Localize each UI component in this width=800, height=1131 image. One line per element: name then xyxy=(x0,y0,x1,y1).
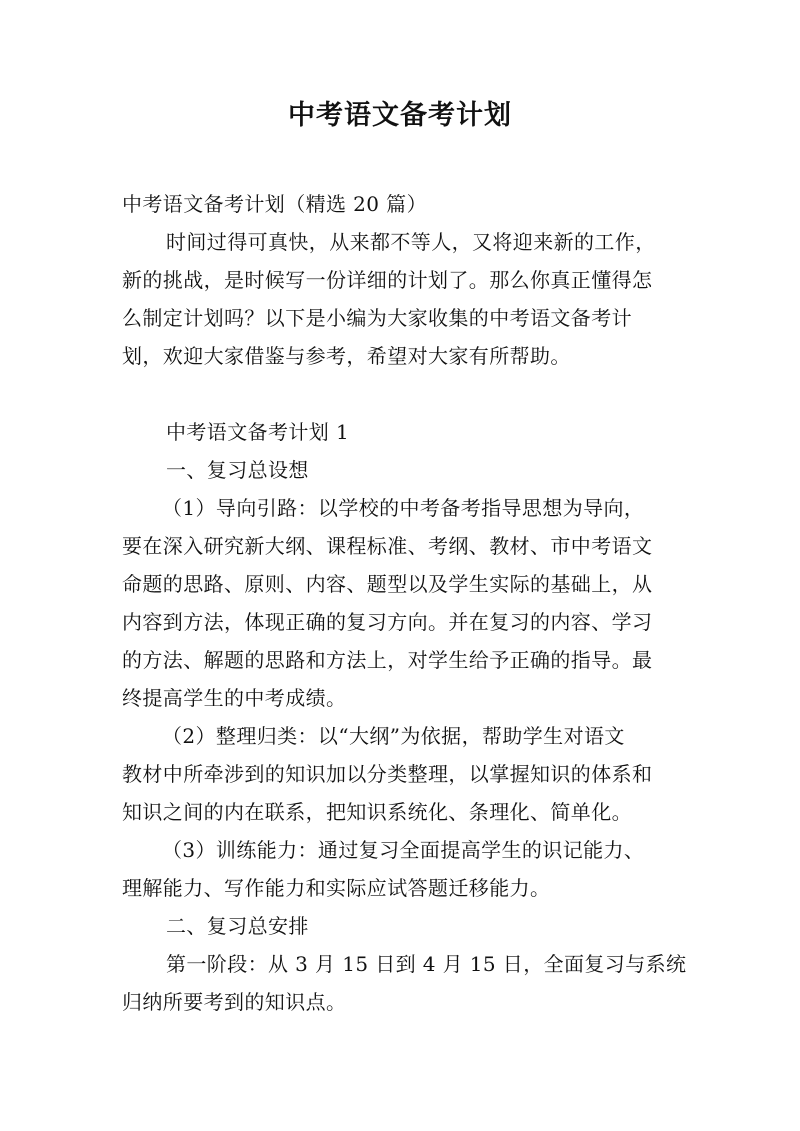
intro-line: 新的挑战，是时候写一份详细的计划了。那么你真正懂得怎 xyxy=(122,268,653,292)
item1-line: 内容到方法，体现正确的复习方向。并在复习的内容、学习 xyxy=(122,610,653,634)
stage1-line: 第一阶段：从 3 月 15 日到 4 月 15 日，全面复习与系统 xyxy=(166,952,687,976)
intro-line: 划，欢迎大家借鉴与参考，希望对大家有所帮助。 xyxy=(122,344,571,368)
item3-line: 理解能力、写作能力和实际应试答题迁移能力。 xyxy=(122,876,551,900)
item1-line: （1）导向引路：以学校的中考备考指导思想为导向， xyxy=(162,496,645,520)
intro-line: 时间过得可真快，从来都不等人，又将迎来新的工作， xyxy=(166,230,656,254)
item1-line: 要在深入研究新大纲、课程标准、考纲、教材、市中考语文 xyxy=(122,534,653,558)
document-body xyxy=(122,185,687,1021)
document-title: 中考语文备考计划 xyxy=(288,100,512,131)
paragraph-gap xyxy=(122,375,684,413)
document-subtitle: 中考语文备考计划（精选 20 篇） xyxy=(122,192,427,216)
item1-line: 的方法、解题的思路和方法上，对学生给予正确的指导。最 xyxy=(122,648,653,672)
section-heading: 中考语文备考计划 1 xyxy=(166,420,350,444)
stage1-line: 归纳所要考到的知识点。 xyxy=(122,990,347,1014)
item3-line: （3）训练能力：通过复习全面提高学生的识记能力、 xyxy=(162,838,645,862)
part2-heading: 二、复习总安排 xyxy=(166,914,309,938)
item1-line: 终提高学生的中考成绩。 xyxy=(122,686,347,710)
intro-line: 么制定计划吗？以下是小编为大家收集的中考语文备考计 xyxy=(122,306,632,330)
item2-line: 教材中所牵涉到的知识加以分类整理，以掌握知识的体系和 xyxy=(122,762,653,786)
item2-line: 知识之间的内在联系，把知识系统化、条理化、简单化。 xyxy=(122,800,632,824)
item2-line: （2）整理归类：以“大纲”为依据，帮助学生对语文 xyxy=(162,724,625,748)
part1-heading: 一、复习总设想 xyxy=(166,458,309,482)
item1-line: 命题的思路、原则、内容、题型以及学生实际的基础上，从 xyxy=(122,572,653,596)
